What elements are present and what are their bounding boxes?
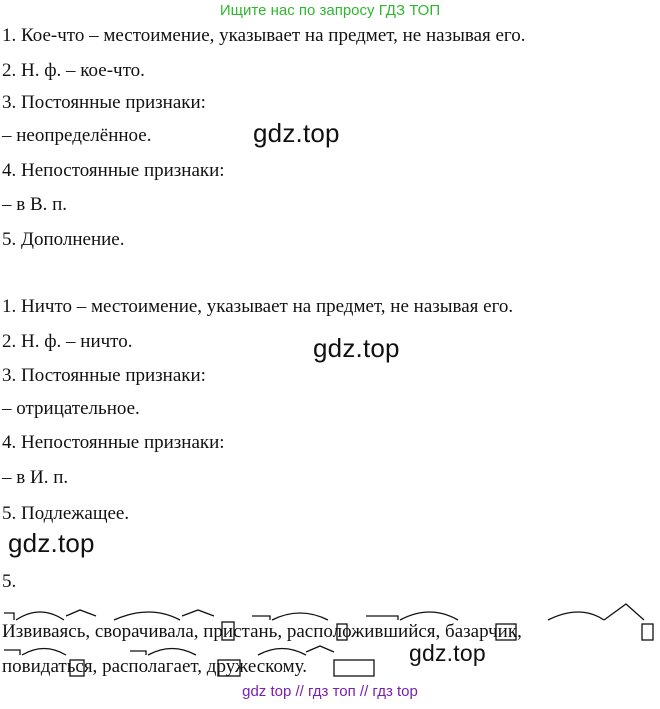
morph-word: сворачивала, — [94, 621, 199, 642]
prefix-mark — [252, 616, 270, 620]
watermark-1: gdz.top — [253, 118, 340, 148]
prefix-mark — [4, 613, 14, 620]
morph-word: пристань, — [203, 621, 283, 642]
morph-row-2 — [2, 656, 307, 678]
block2-line4: – отрицательное. — [2, 398, 140, 419]
root-arc-mark — [148, 649, 196, 656]
block1-line3: 3. Постоянные признаки: — [2, 92, 206, 113]
block2-line7: 5. Подлежащее. — [2, 503, 130, 524]
task-number: 5. — [2, 571, 17, 592]
block1-line1: 1. Кое-что – местоимение, указывает на предмет, не называя его. — [2, 25, 526, 46]
suffix-mark — [306, 646, 334, 652]
root-arc-mark — [548, 612, 604, 620]
morph-word: располагает, — [102, 656, 203, 677]
prefix-mark — [366, 616, 398, 620]
root-arc-mark — [22, 649, 66, 656]
block1-line5: 4. Непостоянные признаки: — [2, 160, 225, 181]
root-arc-mark — [114, 612, 180, 620]
watermark-4: gdz.top — [409, 640, 486, 666]
suffix-mark — [604, 604, 644, 620]
morph-word: Извиваясь, — [2, 621, 91, 642]
watermark-2: gdz.top — [313, 333, 400, 363]
block2-line6: – в И. п. — [2, 467, 69, 488]
block1-line2: 2. Н. ф. – кое-что. — [2, 60, 145, 81]
block2-line1: 1. Ничто – местоимение, указывает на предмет, не называя его. — [2, 296, 514, 317]
block2-line5: 4. Непостоянные признаки: — [2, 432, 225, 453]
top-banner: Ищите нас по запросу ГДЗ ТОП — [219, 2, 441, 19]
root-arc-mark — [258, 649, 306, 656]
block1-line4: – неопределённое. — [2, 125, 152, 146]
block1-line7: 5. Дополнение. — [2, 229, 125, 250]
prefix-mark — [4, 650, 20, 655]
ending-box-mark — [334, 660, 374, 676]
morph-word: повидаться, — [2, 656, 98, 677]
root-arc-mark — [16, 612, 64, 620]
watermark-3: gdz.top — [8, 528, 95, 558]
morph-word: базарчик, — [445, 621, 522, 642]
suffix-mark — [66, 610, 96, 616]
block2-line2: 2. Н. ф. – ничто. — [2, 331, 133, 352]
morph-word: дружескому. — [206, 656, 307, 677]
root-arc-mark — [272, 613, 328, 620]
block1-line6: – в В. п. — [2, 194, 68, 215]
block2-line3: 3. Постоянные признаки: — [2, 365, 206, 386]
footer-links: gdz top // гдз топ // гдз top — [242, 683, 418, 700]
prefix-mark — [130, 651, 146, 655]
ending-box-mark — [642, 624, 653, 640]
root-arc-mark — [400, 612, 458, 620]
morph-word: расположившийся, — [286, 621, 441, 642]
suffix-mark — [182, 610, 214, 616]
